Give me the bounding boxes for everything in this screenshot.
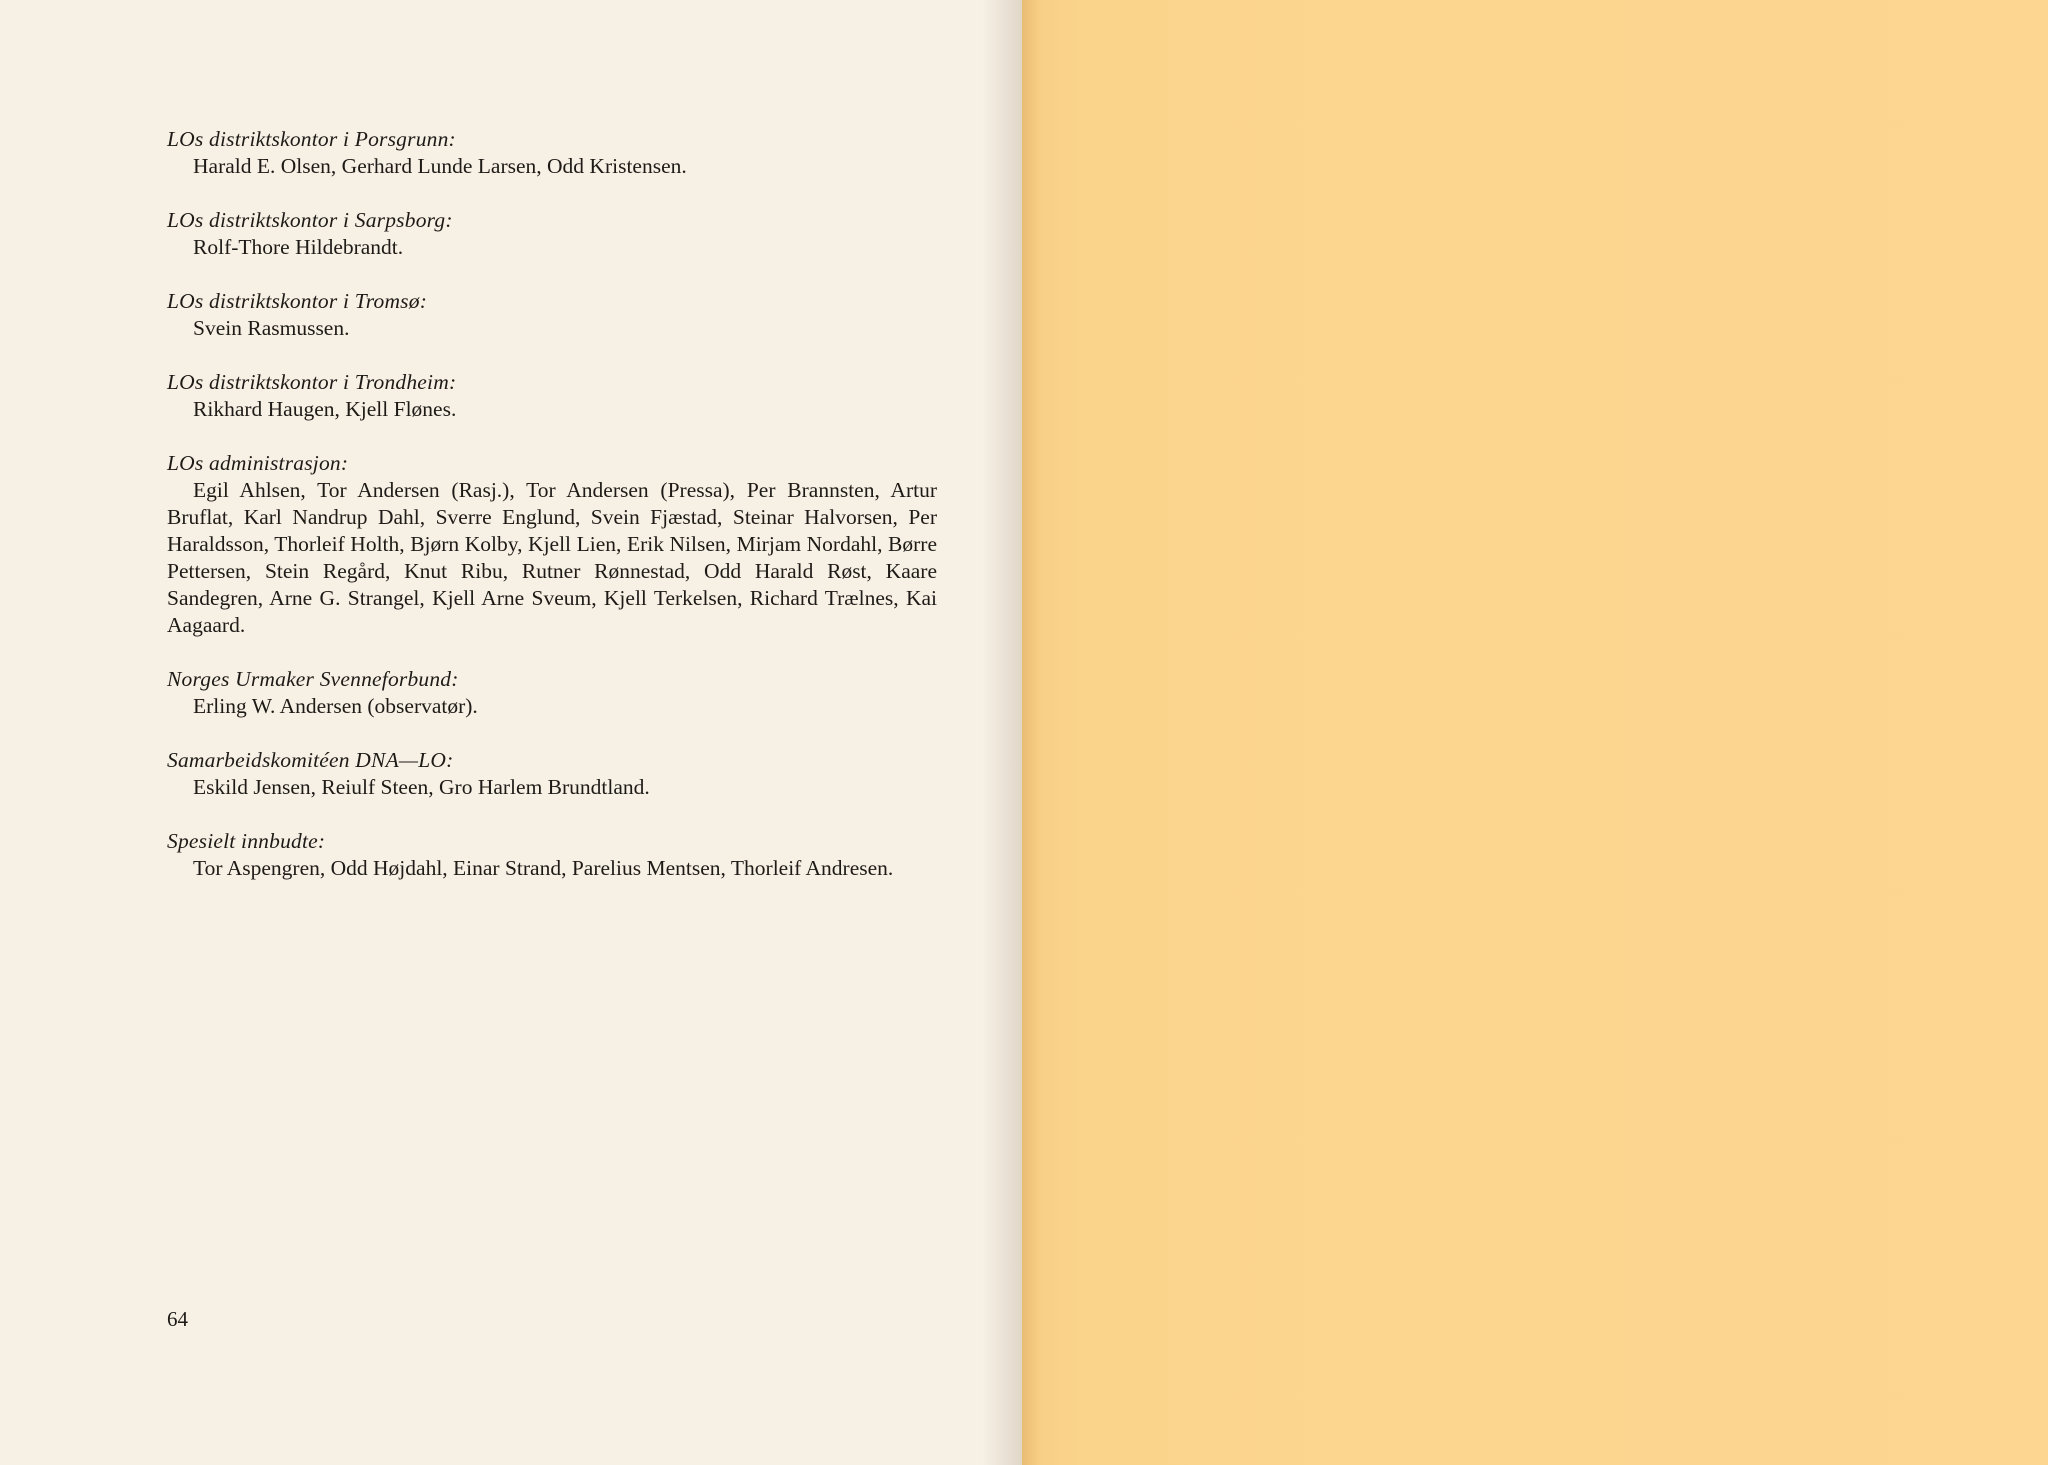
section-body: Rikhard Haugen, Kjell Flønes. xyxy=(193,397,457,421)
section-heading: LOs distriktskontor i Sarpsborg: xyxy=(167,208,453,232)
section-administrasjon xyxy=(167,450,937,639)
section-samarbeidskomiteen xyxy=(167,747,937,801)
page-number: 64 xyxy=(167,1307,188,1331)
section-body: Svein Rasmussen. xyxy=(193,316,350,340)
section-body: Erling W. Andersen (observatør). xyxy=(193,694,478,718)
section-body: Eskild Jensen, Reiulf Steen, Gro Harlem Brundtland. xyxy=(193,775,650,799)
section-body: Tor Aspengren, Odd Højdahl, Einar Strand, Parelius Mentsen, Thorleif Andresen. xyxy=(193,856,894,880)
right-page-blank xyxy=(1022,0,2048,1465)
section-body: Harald E. Olsen, Gerhard Lunde Larsen, Odd Kristensen. xyxy=(193,154,687,178)
section-body: Egil Ahlsen, Tor Andersen (Rasj.), Tor Andersen (Pressa), Per Brannsten, Artur Bruflat, Karl Nandrup Dahl, Sverre Englund, Svein Fjæstad, Steinar Halvorsen, Per Haraldsson, Thorleif Holth, Bjørn Kolby, Kjell Lien, Erik Nilsen, Mirjam Nordahl, Børre Pettersen, Stein Regård, Knut Ribu, Rutner Rønnestad, Odd Harald Røst, Kaare Sandegren, Arne G. Strangel, Kjell Arne Sveum, Kjell Terkelsen, Richard Trælnes, Kai Aagaard. xyxy=(167,478,937,637)
section-body: Rolf-Thore Hildebrandt. xyxy=(193,235,404,259)
section-tromso xyxy=(167,288,937,342)
section-heading: LOs distriktskontor i Porsgrunn: xyxy=(167,127,456,151)
left-page xyxy=(0,0,1022,1465)
section-heading: LOs administrasjon: xyxy=(167,451,349,475)
section-spesielt-innbudte xyxy=(167,828,937,882)
section-porsgrunn xyxy=(167,126,937,180)
section-heading: Norges Urmaker Svenneforbund: xyxy=(167,667,459,691)
gutter-shadow xyxy=(982,0,1022,1465)
section-urmaker xyxy=(167,666,937,720)
page-content xyxy=(167,126,937,909)
section-heading: Samarbeidskomitéen DNA—LO: xyxy=(167,748,454,772)
section-heading: LOs distriktskontor i Tromsø: xyxy=(167,289,428,313)
section-heading: Spesielt innbudte: xyxy=(167,829,326,853)
section-heading: LOs distriktskontor i Trondheim: xyxy=(167,370,457,394)
section-sarpsborg xyxy=(167,207,937,261)
section-trondheim xyxy=(167,369,937,423)
